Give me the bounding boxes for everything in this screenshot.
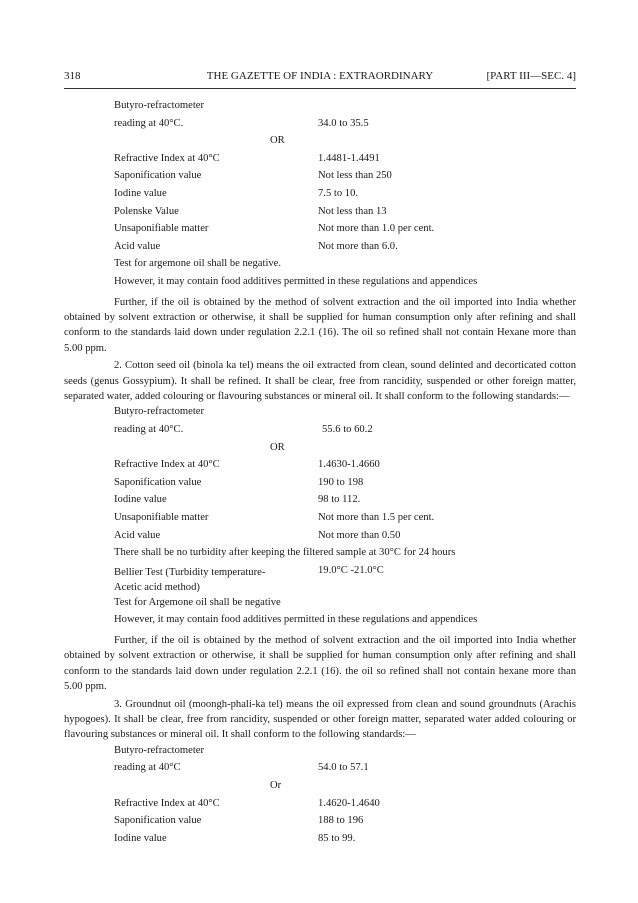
- spec-value: 1.4481-1.4491: [318, 152, 380, 164]
- reading-value: 34.0 to 35.5: [318, 117, 369, 129]
- reading-value: 54.0 to 57.1: [318, 762, 369, 774]
- solvent-paragraph: Further, if the oil is obtained by the method of solvent extraction and the oil imported into India whether obtained by solvent extraction or otherwise, it shall be supplied for human consumption only after refining and shall conform to the standards laid down under regulation 2.2.1 (16). The oil so refined shall not contain Hexane more than 5.00 ppm.: [64, 296, 576, 354]
- spec-value: Not less than 13: [318, 205, 387, 217]
- butyro-label: Butyro-refractometer: [114, 100, 205, 111]
- bellier-value: 19.0°C -21.0°C: [318, 564, 384, 576]
- spec-value: Not less than 250: [318, 170, 392, 182]
- spec-label: Acid value: [114, 240, 161, 252]
- spec-label: Refractive Index at 40°C: [114, 152, 220, 164]
- spec-label: Saponification value: [114, 170, 202, 182]
- spec-label: Saponification value: [114, 815, 202, 827]
- spec-label: Polenske Value: [114, 205, 179, 217]
- reading-label: reading at 40°C: [114, 762, 181, 774]
- or-separator: OR: [270, 441, 285, 453]
- page-header: [64, 70, 576, 86]
- spec-value: Not more than 6.0.: [318, 240, 398, 252]
- argemone-test: Test for argemone oil shall be negative.: [114, 258, 282, 270]
- argemone-test: Test for Argemone oil shall be negative: [114, 596, 281, 608]
- reading-value: 55.6 to 60.2: [322, 423, 373, 435]
- additives-note: However, it may contain food additives permitted in these regulations and appendices: [114, 614, 478, 626]
- spec-label: Iodine value: [114, 187, 167, 199]
- spec-value: Not more than 1.0 per cent.: [318, 223, 435, 235]
- spec-value: 188 to 196: [318, 815, 364, 827]
- spec-label: Unsaponifiable matter: [114, 511, 209, 523]
- spec-value: Not more than 0.50: [318, 529, 401, 541]
- header-rule: [64, 88, 576, 89]
- solvent-paragraph: Further, if the oil is obtained by the method of solvent extraction and the oil imported into India whether obtained by solvent extraction or otherwise, it shall be supplied for human consumption only after refining and shall conform to the standards laid down under regulation 2.2.1 (16). the oil so refined shall not contain hexane more than 5.00 ppm.: [64, 634, 576, 693]
- spec-label: Refractive Index at 40°C: [114, 459, 220, 471]
- part-section: [PART III—SEC. 4]: [486, 70, 576, 82]
- spec-value: 1.4630-1.4660: [318, 459, 380, 471]
- spec-value: Not more than 1.5 per cent.: [318, 511, 435, 523]
- spec-value: 98 to 112.: [318, 494, 361, 506]
- turbidity-note: There shall be no turbidity after keeping the filtered sample at 30°C for 24 hours: [114, 547, 456, 559]
- spec-label: Iodine value: [114, 832, 167, 844]
- reading-label: reading at 40°C.: [114, 423, 184, 435]
- or-separator: OR: [270, 135, 285, 147]
- groundnut-intro: 3. Groundnut oil (moongh-phali-ka tel) means the oil expressed from clean and sound groundnuts (Arachis hypogoes). It shall be clear, free from rancidity, suspended or other foreign matter, separated water added colouring or flavouring substances or mineral oil. It shall conform to the following standards:—: [64, 698, 576, 741]
- document-body: [64, 100, 576, 850]
- spec-value: 85 to 99.: [318, 832, 356, 844]
- spec-value: 190 to 198: [318, 476, 364, 488]
- spec-label: Saponification value: [114, 476, 202, 488]
- spec-label: Iodine value: [114, 494, 167, 506]
- reading-label: reading at 40°C.: [114, 117, 184, 129]
- spec-label: Unsaponifiable matter: [114, 223, 209, 235]
- spec-value: 1.4620-1.4640: [318, 797, 380, 809]
- butyro-label: Butyro-refractometer: [114, 406, 205, 418]
- page-number: 318: [64, 70, 81, 82]
- cotton-seed-intro: 2. Cotton seed oil (binola ka tel) means the oil extracted from clean, sound delinted and decorticated cotton seeds (genus Gossypium). It shall be refined. It shall be clear, free from rancidity, suspended or other foreign matter, separated water, added colouring or flavouring substances or mineral oil. It shall conform to the following standards:—: [64, 360, 576, 402]
- spec-label: Refractive Index at 40°C: [114, 797, 220, 809]
- spec-value: 7.5 to 10.: [318, 187, 359, 199]
- butyro-label: Butyro-refractometer: [114, 744, 205, 756]
- spec-label: Acid value: [114, 529, 161, 541]
- bellier-label: Bellier Test (Turbidity temperature- Acetic acid method): [114, 566, 266, 593]
- or-separator: Or: [270, 779, 282, 791]
- additives-note: However, it may contain food additives permitted in these regulations and appendices: [114, 275, 478, 287]
- gazette-title: THE GAZETTE OF INDIA : EXTRAORDINARY: [206, 70, 434, 82]
